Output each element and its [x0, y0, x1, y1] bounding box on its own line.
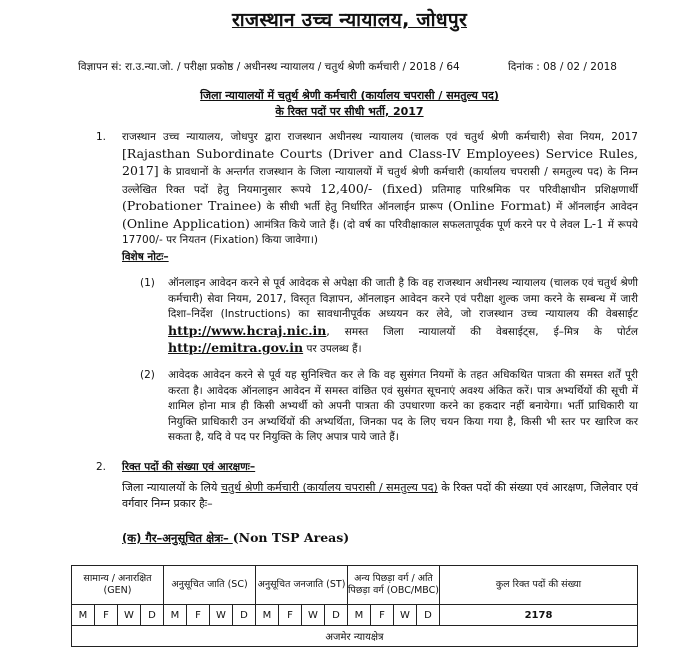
- subject-line-1: जिला न्यायालयों में चतुर्थ श्रेणी कर्मचारी (कार्यालय चपरासी / समतुल्य पद): [200, 89, 499, 102]
- header-st: अनुसूचित जनजाति (ST): [256, 566, 348, 605]
- sub-w: W: [394, 605, 417, 626]
- sub-d: D: [233, 605, 256, 626]
- section-a-heading: (क) गैर–अनुसूचित क्षेत्रः– (Non TSP Areas): [122, 530, 350, 545]
- sub-m: M: [164, 605, 187, 626]
- note2-text: आवेदक आवेदन करने से पूर्व यह सुनिश्चित कर ले कि वह सुसंगत नियमों के तहत अधिकथित पात्रता की समस्त शर्तें पूरी करता है। आवेदक ऑनलाइन आवेदन में समस्त वांछित एवं सुसंगत सूचनाएं अवश्य अंकित करें। पात्र अभ्यर्थियों की सूची में शामिल होना मात्र ही किसी अभ्यर्थी को अपनी पात्रता की उपधारणा करने का हकदार नहीं बनायेगा। भर्ती प्राधिकारी या नियुक्ति प्राधिकारी उन अभ्यर्थियों की अभ्यर्थिता, जिनका पद के लिए चयन किया गया है, किसी भी स्तर पर खारिज कर सकता है, यदि वे पद पर नियुक्ति के लिए अपात्र पाये जाते हैं।: [168, 369, 638, 443]
- header-gen: सामान्य / अनारक्षित (GEN): [72, 566, 164, 605]
- para1-text: राजस्थान उच्च न्यायालय, जोधपुर द्वारा राजस्थान अधीनस्थ न्यायालय (चालक एवं चतुर्थ श्रेणी कर्मचारी) सेवा नियम, 2017 [Rajasthan Subordinate Courts (Driver and Class-IV Employees) Service Rules, 2017] के प्रावधानों के अन्तर्गत राजस्थान के जिला न्यायालयों में चतुर्थ श्रेणी कर्मचारी (कार्यालय चपरासी / समतुल्य पद) के निम्न उल्लेखित रिक्त पदों हेतु नियमानुसार रूपये 12,400/- (fixed) प्रतिमाह पारिश्रमिक पर परिवीक्षाधीन प्रशिक्षणार्थी (Probationer Trainee) के सीधी भर्ती हेतु निर्धारित ऑनलाईन प्रारूप (Online Format) में ऑनलाईन आवेदन (Online Application) आमंत्रित किये जाते हैं। (दो वर्ष का परिवीक्षाकाल सफलतापूर्वक पूर्ण करने पर पे लेवल L-1 में रूपये 17700/- पर नियतन (Fixation) किया जावेगा।): [122, 131, 639, 246]
- para2-number: 2.: [96, 461, 107, 473]
- header-sc: अनुसूचित जाति (SC): [164, 566, 256, 605]
- para2-heading: रिक्त पदों की संख्या एवं आरक्षणः–: [122, 461, 256, 473]
- sub-f: F: [187, 605, 210, 626]
- footer-row-ajmer: अजमेर न्यायक्षेत्र: [72, 626, 638, 647]
- total-vacancies: 2178: [440, 605, 638, 626]
- page-title: राजस्थान उच्च न्यायालय, जोधपुर: [231, 9, 468, 31]
- sub-f: F: [95, 605, 118, 626]
- emitra-link[interactable]: http://emitra.gov.in: [168, 340, 304, 355]
- sub-w: W: [210, 605, 233, 626]
- sub-m: M: [348, 605, 371, 626]
- advertisement-number: विज्ञापन सं: रा.उ.न्या.जो. / परीक्षा प्रकोष्ठ / अधीनस्थ न्यायालय / चतुर्थ श्रेणी कर्मचारी / 2018 / 64: [78, 61, 460, 73]
- sub-d: D: [417, 605, 440, 626]
- sub-d: D: [325, 605, 348, 626]
- note1-number: (1): [140, 277, 155, 289]
- note2-number: (2): [140, 369, 155, 381]
- advertisement-date: दिनांक : 08 / 02 / 2018: [508, 61, 617, 73]
- subject-line-2: के रिक्त पदों पर सीधी भर्ती, 2017: [275, 105, 424, 118]
- sub-f: F: [371, 605, 394, 626]
- special-note-heading: विशेष नोटः–: [122, 251, 169, 263]
- sub-m: M: [256, 605, 279, 626]
- sub-w: W: [118, 605, 141, 626]
- vacancy-table: [71, 565, 638, 647]
- sub-d: D: [141, 605, 164, 626]
- para1-number: 1.: [96, 131, 107, 143]
- sub-w: W: [302, 605, 325, 626]
- hcraj-link[interactable]: http://www.hcraj.nic.in: [168, 322, 327, 338]
- header-obc-mbc: अन्य पिछड़ा वर्ग / अति पिछड़ा वर्ग (OBC/MBC): [348, 566, 440, 605]
- header-total: कुल रिक्त पदों की संख्या: [440, 566, 638, 605]
- note1-text: ऑनलाइन आवेदन करने से पूर्व आवेदक से अपेक्षा की जाती है कि वह राजस्थान अधीनस्थ न्यायालय (चालक एवं चतुर्थ श्रेणी कर्मचारी) सेवा नियम, 2017, विस्तृत विज्ञापन, ऑनलाइन आवेदन करने एवं परीक्षा शुल्क जमा करने के सम्बन्ध में जारी दिशा–निर्देश (Instructions) का सावधानीपूर्वक अध्ययन कर लेवे, जो राजस्थान उच्च न्यायालय की वेबसाईट http://www.hcraj.nic.in, समस्त जिला न्यायालयों की वेबसाईट्स, ई–मित्र के पोर्टल http://emitra.gov.in पर उपलब्ध हैं।: [168, 277, 638, 355]
- sub-m: M: [72, 605, 95, 626]
- para2-text: जिला न्यायालयों के लिये चतुर्थ श्रेणी कर्मचारी (कार्यालय चपरासी / समतुल्य पद) के रिक्त पदों की संख्या एवं आरक्षण, जिलेवार एवं वर्गवार निम्न प्रकार हैः–: [122, 481, 638, 510]
- sub-f: F: [279, 605, 302, 626]
